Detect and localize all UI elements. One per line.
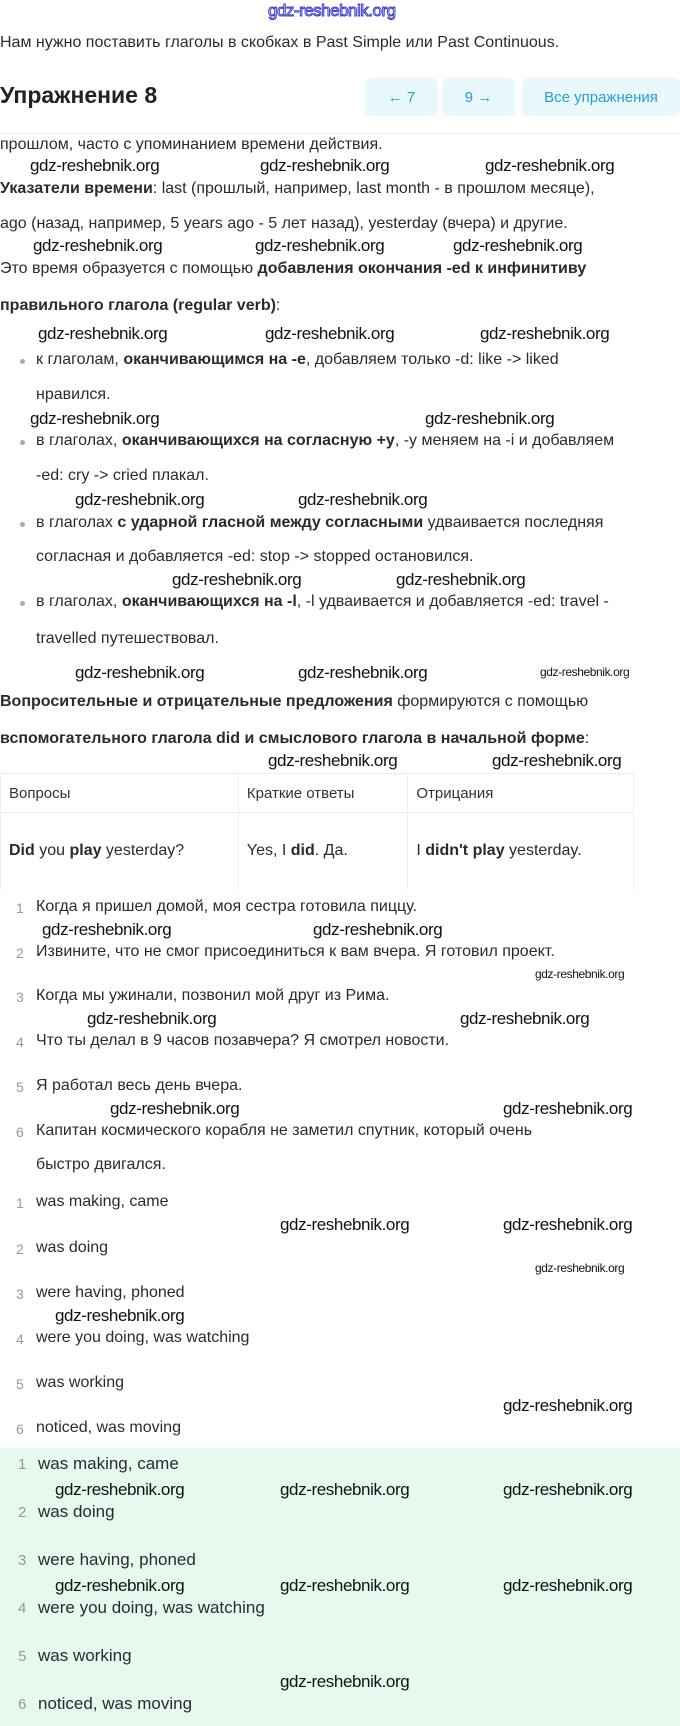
watermark: gdz-reshebnik.org <box>298 490 428 509</box>
watermark: gdz-reshebnik.org <box>503 1396 633 1415</box>
watermark: gdz-reshebnik.org <box>87 1009 217 1028</box>
watermark: gdz-reshebnik.org <box>280 1576 410 1595</box>
table-header: Вопросы <box>1 774 239 813</box>
text: , -y меняем на -i и добавляем <box>394 432 615 449</box>
watermark: gdz-reshebnik.org <box>255 236 385 255</box>
watermark: gdz-reshebnik.org <box>313 920 443 939</box>
bold-text: оканчивающихся на -l <box>121 593 297 610</box>
theory-line <box>0 136 383 154</box>
bold-text: правильного глагола (regular verb) <box>0 297 276 314</box>
bold-text: did <box>290 842 315 859</box>
watermark: gdz-reshebnik.org <box>540 665 630 679</box>
answer-item: was doing <box>36 1239 109 1256</box>
item-number: 5 <box>18 1648 27 1665</box>
bold-text: Указатели времени <box>0 180 153 197</box>
text: . Да. <box>314 842 348 859</box>
watermark: gdz-reshebnik.org <box>535 967 625 981</box>
item-number: 4 <box>18 1600 27 1617</box>
table-cell <box>408 813 634 891</box>
watermark: gdz-reshebnik.org <box>268 751 398 770</box>
text: : <box>275 297 281 314</box>
watermark: gdz-reshebnik.org <box>280 1215 410 1234</box>
item-number: 4 <box>16 1331 24 1347</box>
item-number: 5 <box>16 1079 24 1095</box>
item-number: 3 <box>16 989 24 1005</box>
bold-text <box>285 889 328 890</box>
text: к глаголам, <box>36 351 124 368</box>
text <box>328 889 367 890</box>
item-number: 2 <box>18 1504 27 1521</box>
watermark: gdz-reshebnik.org <box>503 1576 633 1595</box>
answer-item: was making, came <box>38 1454 179 1473</box>
text <box>247 889 285 890</box>
text: : <box>584 730 590 747</box>
theory-line <box>36 593 609 611</box>
text: , -l удваивается и добавляется -ed: travel - <box>296 593 609 610</box>
theory-line <box>36 432 614 450</box>
next-exercise-button[interactable]: 9 → <box>442 78 515 116</box>
watermark-logo: gdz-reshebnik.org <box>268 1 396 20</box>
watermark: gdz-reshebnik.org <box>265 324 395 343</box>
watermark: gdz-reshebnik.org <box>280 1480 410 1499</box>
watermark: gdz-reshebnik.org <box>396 570 526 589</box>
item-number: 1 <box>16 1195 24 1211</box>
watermark: gdz-reshebnik.org <box>503 1099 633 1118</box>
text: yesterday? <box>101 842 185 859</box>
watermark: gdz-reshebnik.org <box>55 1306 185 1325</box>
table-cell <box>238 813 407 891</box>
cell-line <box>247 874 399 890</box>
text: you <box>34 842 70 859</box>
answer-item: were having, phoned <box>36 1284 185 1301</box>
text: нравился. <box>36 386 111 403</box>
theory-line <box>36 467 209 485</box>
answer-item: was working <box>38 1646 132 1665</box>
watermark: gdz-reshebnik.org <box>460 1009 590 1028</box>
text: прошлом, часто с упоминанием времени действия. <box>0 136 383 153</box>
all-exercises-button[interactable]: Все упражнения <box>522 78 680 116</box>
answer-item: noticed, was moving <box>36 1419 181 1436</box>
text: I <box>416 842 426 859</box>
bold-text: play <box>69 842 102 859</box>
translation-item: Когда мы ужинали, позвонил мой друг из Рима. <box>36 987 390 1004</box>
answer-item: noticed, was moving <box>38 1694 193 1713</box>
watermark: gdz-reshebnik.org <box>492 751 622 770</box>
bold-text: оканчивающихся на согласную +y <box>121 432 395 449</box>
answer-item: were you doing, was watching <box>36 1329 250 1346</box>
bold-text: didn't play <box>425 842 505 859</box>
watermark: gdz-reshebnik.org <box>110 1099 240 1118</box>
text <box>416 889 432 890</box>
text <box>501 889 553 890</box>
theory-line <box>0 260 586 278</box>
text: : last (прошлый, например, last month - в прошлом месяце), <box>152 180 595 197</box>
intro-text: Нам нужно поставить глаголы в скобках в Past Simple или Past Continuous. <box>0 34 560 51</box>
divider <box>0 133 680 134</box>
bullet-icon <box>20 359 25 364</box>
watermark: gdz-reshebnik.org <box>280 1672 410 1691</box>
cell-line <box>416 827 625 874</box>
cell-line <box>9 874 230 890</box>
item-number: 5 <box>16 1376 24 1392</box>
watermark: gdz-reshebnik.org <box>38 324 168 343</box>
watermark: gdz-reshebnik.org <box>480 324 610 343</box>
watermark: gdz-reshebnik.org <box>425 409 555 428</box>
watermark: gdz-reshebnik.org <box>172 570 302 589</box>
text <box>9 889 81 890</box>
bold-text: Вопросительные и отрицательные предложения <box>0 693 393 710</box>
item-number: 3 <box>18 1552 27 1569</box>
item-number: 1 <box>18 1456 27 1473</box>
theory-line <box>36 386 111 404</box>
watermark: gdz-reshebnik.org <box>503 1215 633 1234</box>
watermark: gdz-reshebnik.org <box>30 156 160 175</box>
text: Yes, I <box>246 842 291 859</box>
bullet-icon <box>20 601 25 606</box>
cell-line <box>416 874 625 890</box>
theory-line <box>36 514 603 532</box>
theory-line <box>0 215 568 233</box>
watermark: gdz-reshebnik.org <box>485 156 615 175</box>
text: в глаголах <box>36 514 118 531</box>
watermark: gdz-reshebnik.org <box>75 490 205 509</box>
text: согласная и добавляется -ed: stop -> stopped остановился. <box>36 548 474 565</box>
text: удваивается последняя <box>423 514 604 531</box>
translation-item: Что ты делал в 9 часов позавчера? Я смотрел новости. <box>36 1032 450 1049</box>
text: формируются с помощью <box>392 693 589 710</box>
text <box>127 889 136 890</box>
answer-item: was making, came <box>36 1193 169 1210</box>
watermark: gdz-reshebnik.org <box>298 663 428 682</box>
bullet-icon <box>20 440 25 445</box>
answer-item: was doing <box>38 1502 115 1521</box>
text: ago (назад, например, 5 years ago - 5 лет назад), yesterday (вчера) и другие. <box>0 215 568 232</box>
prev-exercise-button[interactable]: ← 7 <box>365 78 438 116</box>
translation-item: Капитан космического корабля не заметил спутник, который очень <box>36 1122 533 1139</box>
watermark: gdz-reshebnik.org <box>535 1261 625 1275</box>
theory-line <box>0 693 588 711</box>
item-number: 3 <box>16 1286 24 1302</box>
watermark: gdz-reshebnik.org <box>33 236 163 255</box>
item-number: 6 <box>16 1421 24 1437</box>
translation-item: Я работал весь день вчера. <box>36 1077 243 1094</box>
answer-item: was working <box>36 1374 125 1391</box>
watermark: gdz-reshebnik.org <box>30 409 160 428</box>
answer-item: were you doing, was watching <box>38 1598 265 1617</box>
answer-item: were having, phoned <box>38 1550 196 1569</box>
cell-line <box>9 827 230 874</box>
bold-text: с ударной гласной между согласными <box>117 514 424 531</box>
table-cell <box>1 813 239 891</box>
text: в глаголах, <box>36 593 122 610</box>
bullet-icon <box>20 522 25 527</box>
bold-text: вспомогательного глагола did и смыслового глагола в начальной форме <box>0 730 585 747</box>
bold-text: оканчивающимся на -e <box>123 351 306 368</box>
item-number: 1 <box>16 900 24 916</box>
theory-line <box>0 297 280 315</box>
theory-line <box>36 548 473 566</box>
watermark: gdz-reshebnik.org <box>260 156 390 175</box>
text: yesterday. <box>504 842 582 859</box>
grammar-table <box>0 773 640 890</box>
item-number: 2 <box>16 1241 24 1257</box>
watermark: gdz-reshebnik.org <box>75 663 205 682</box>
translation-item: Извините, что не смог присоединиться к вам вчера. Я готовил проект. <box>36 943 555 960</box>
theory-line <box>0 180 595 198</box>
watermark: gdz-reshebnik.org <box>453 236 583 255</box>
watermark: gdz-reshebnik.org <box>55 1576 185 1595</box>
item-number: 6 <box>16 1124 24 1140</box>
item-number: 4 <box>16 1034 24 1050</box>
text: , добавляем только -d: like -> liked <box>305 351 559 368</box>
item-number: 6 <box>18 1696 27 1713</box>
bold-text: добавления окончания -ed к инфинитиву <box>257 260 587 277</box>
translation-item-cont: быстро двигался. <box>36 1156 166 1173</box>
bold-text <box>432 889 500 890</box>
bold-text <box>81 889 126 890</box>
watermark: gdz-reshebnik.org <box>503 1480 633 1499</box>
theory-line <box>36 351 559 369</box>
watermark: gdz-reshebnik.org <box>42 920 172 939</box>
theory-line <box>36 630 219 648</box>
cell-line <box>247 827 399 874</box>
table-header: Отрицания <box>408 774 634 813</box>
translation-item: Когда я пришел домой, моя сестра готовила пиццу. <box>36 898 418 915</box>
item-number: 2 <box>16 945 24 961</box>
theory-line <box>0 730 589 748</box>
text: Это время образуется с помощью <box>0 260 258 277</box>
table-header: Краткие ответы <box>238 774 407 813</box>
text: в глаголах, <box>36 432 122 449</box>
bold-text: Did <box>9 842 35 859</box>
page-title: Упражнение 8 <box>0 82 158 108</box>
watermark: gdz-reshebnik.org <box>55 1480 185 1499</box>
text: -ed: cry -> cried плакал. <box>36 467 209 484</box>
text: travelled путешествовал. <box>36 630 219 647</box>
